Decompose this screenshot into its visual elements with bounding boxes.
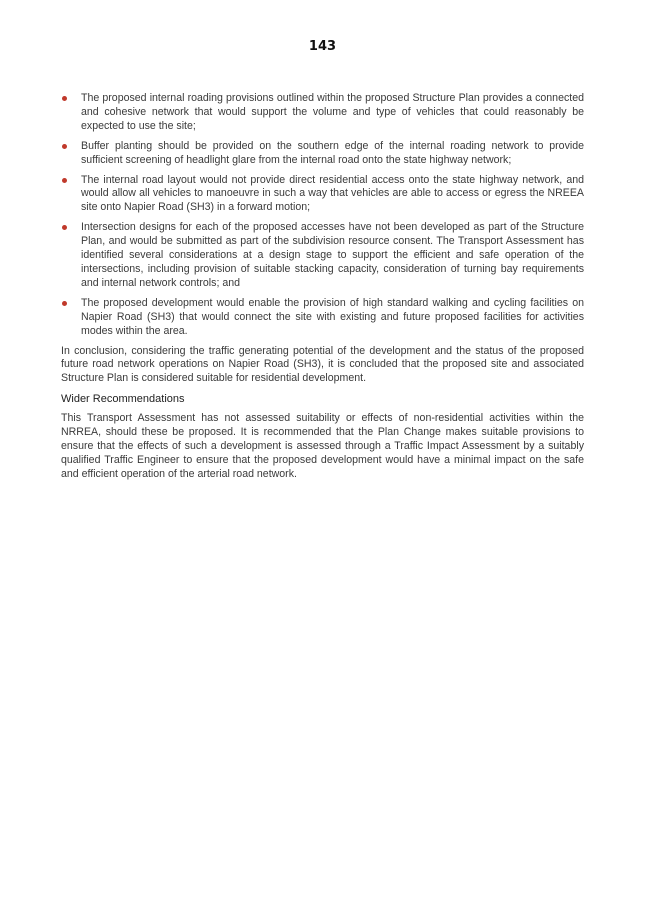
recommendations-paragraph: This Transport Assessment has not assessed suitability or effects of non-residential activities within the NRREA, should these be proposed. It is recommended that the Plan Change makes suitable provisions to ensure that the effects of such a development is assessed through a Traffic Impact Assessment by a suitably qualified Traffic Engineer to ensure that the proposed development would have a minimal impact on the safe and efficient operation of the arterial road network.: [61, 412, 584, 480]
list-item-text: The internal road layout would not provide direct residential access onto the state highway network, and would allow all vehicles to manoeuvre in such a way that vehicles are able to access or egress the NREEA site onto Napier Road (SH3) in a forward motion;: [81, 173, 584, 214]
list-item: [61, 92, 584, 134]
bullet-icon: [62, 225, 67, 230]
bullet-icon: [62, 301, 67, 306]
section-heading: Wider Recommendations: [61, 393, 185, 406]
document-body: [61, 92, 584, 488]
list-item: [61, 297, 584, 339]
list-item-text: The proposed internal roading provisions outlined within the proposed Structure Plan provides a connected and cohesive network that would support the volume and type of vehicles that could reasonably be expected to use the site;: [81, 92, 584, 132]
list-item-text: The proposed development would enable the provision of high standard walking and cycling facilities on Napier Road (SH3) that would connect the site with existing and future proposed facilities for activities modes within the area.: [81, 296, 584, 337]
bullet-list: [61, 92, 584, 339]
list-item: [61, 221, 584, 291]
page-number: 143: [308, 39, 337, 54]
bullet-icon: [62, 96, 67, 101]
bullet-icon: [62, 144, 67, 149]
conclusion-paragraph: In conclusion, considering the traffic generating potential of the development and the status of the proposed future road network operations on Napier Road (SH3), it is concluded that the proposed site and associated Structure Plan is considered suitable for residential development.: [61, 344, 584, 385]
bullet-icon: [62, 178, 67, 183]
list-item-text: Buffer planting should be provided on the southern edge of the internal roading network to provide sufficient screening of headlight glare from the internal road onto the state highway network;: [81, 139, 584, 166]
list-item: [61, 174, 584, 216]
list-item: [61, 140, 584, 168]
list-item-text: Intersection designs for each of the proposed accesses have not been developed as part of the Structure Plan, and would be submitted as part of the subdivision resource consent. The Transport Assessment has identified several considerations at a design stage to support the efficient and safe operation of the intersections, including provision of suitable stacking capacity, consideration of turning bay requirements and internal network controls; and: [81, 221, 584, 289]
